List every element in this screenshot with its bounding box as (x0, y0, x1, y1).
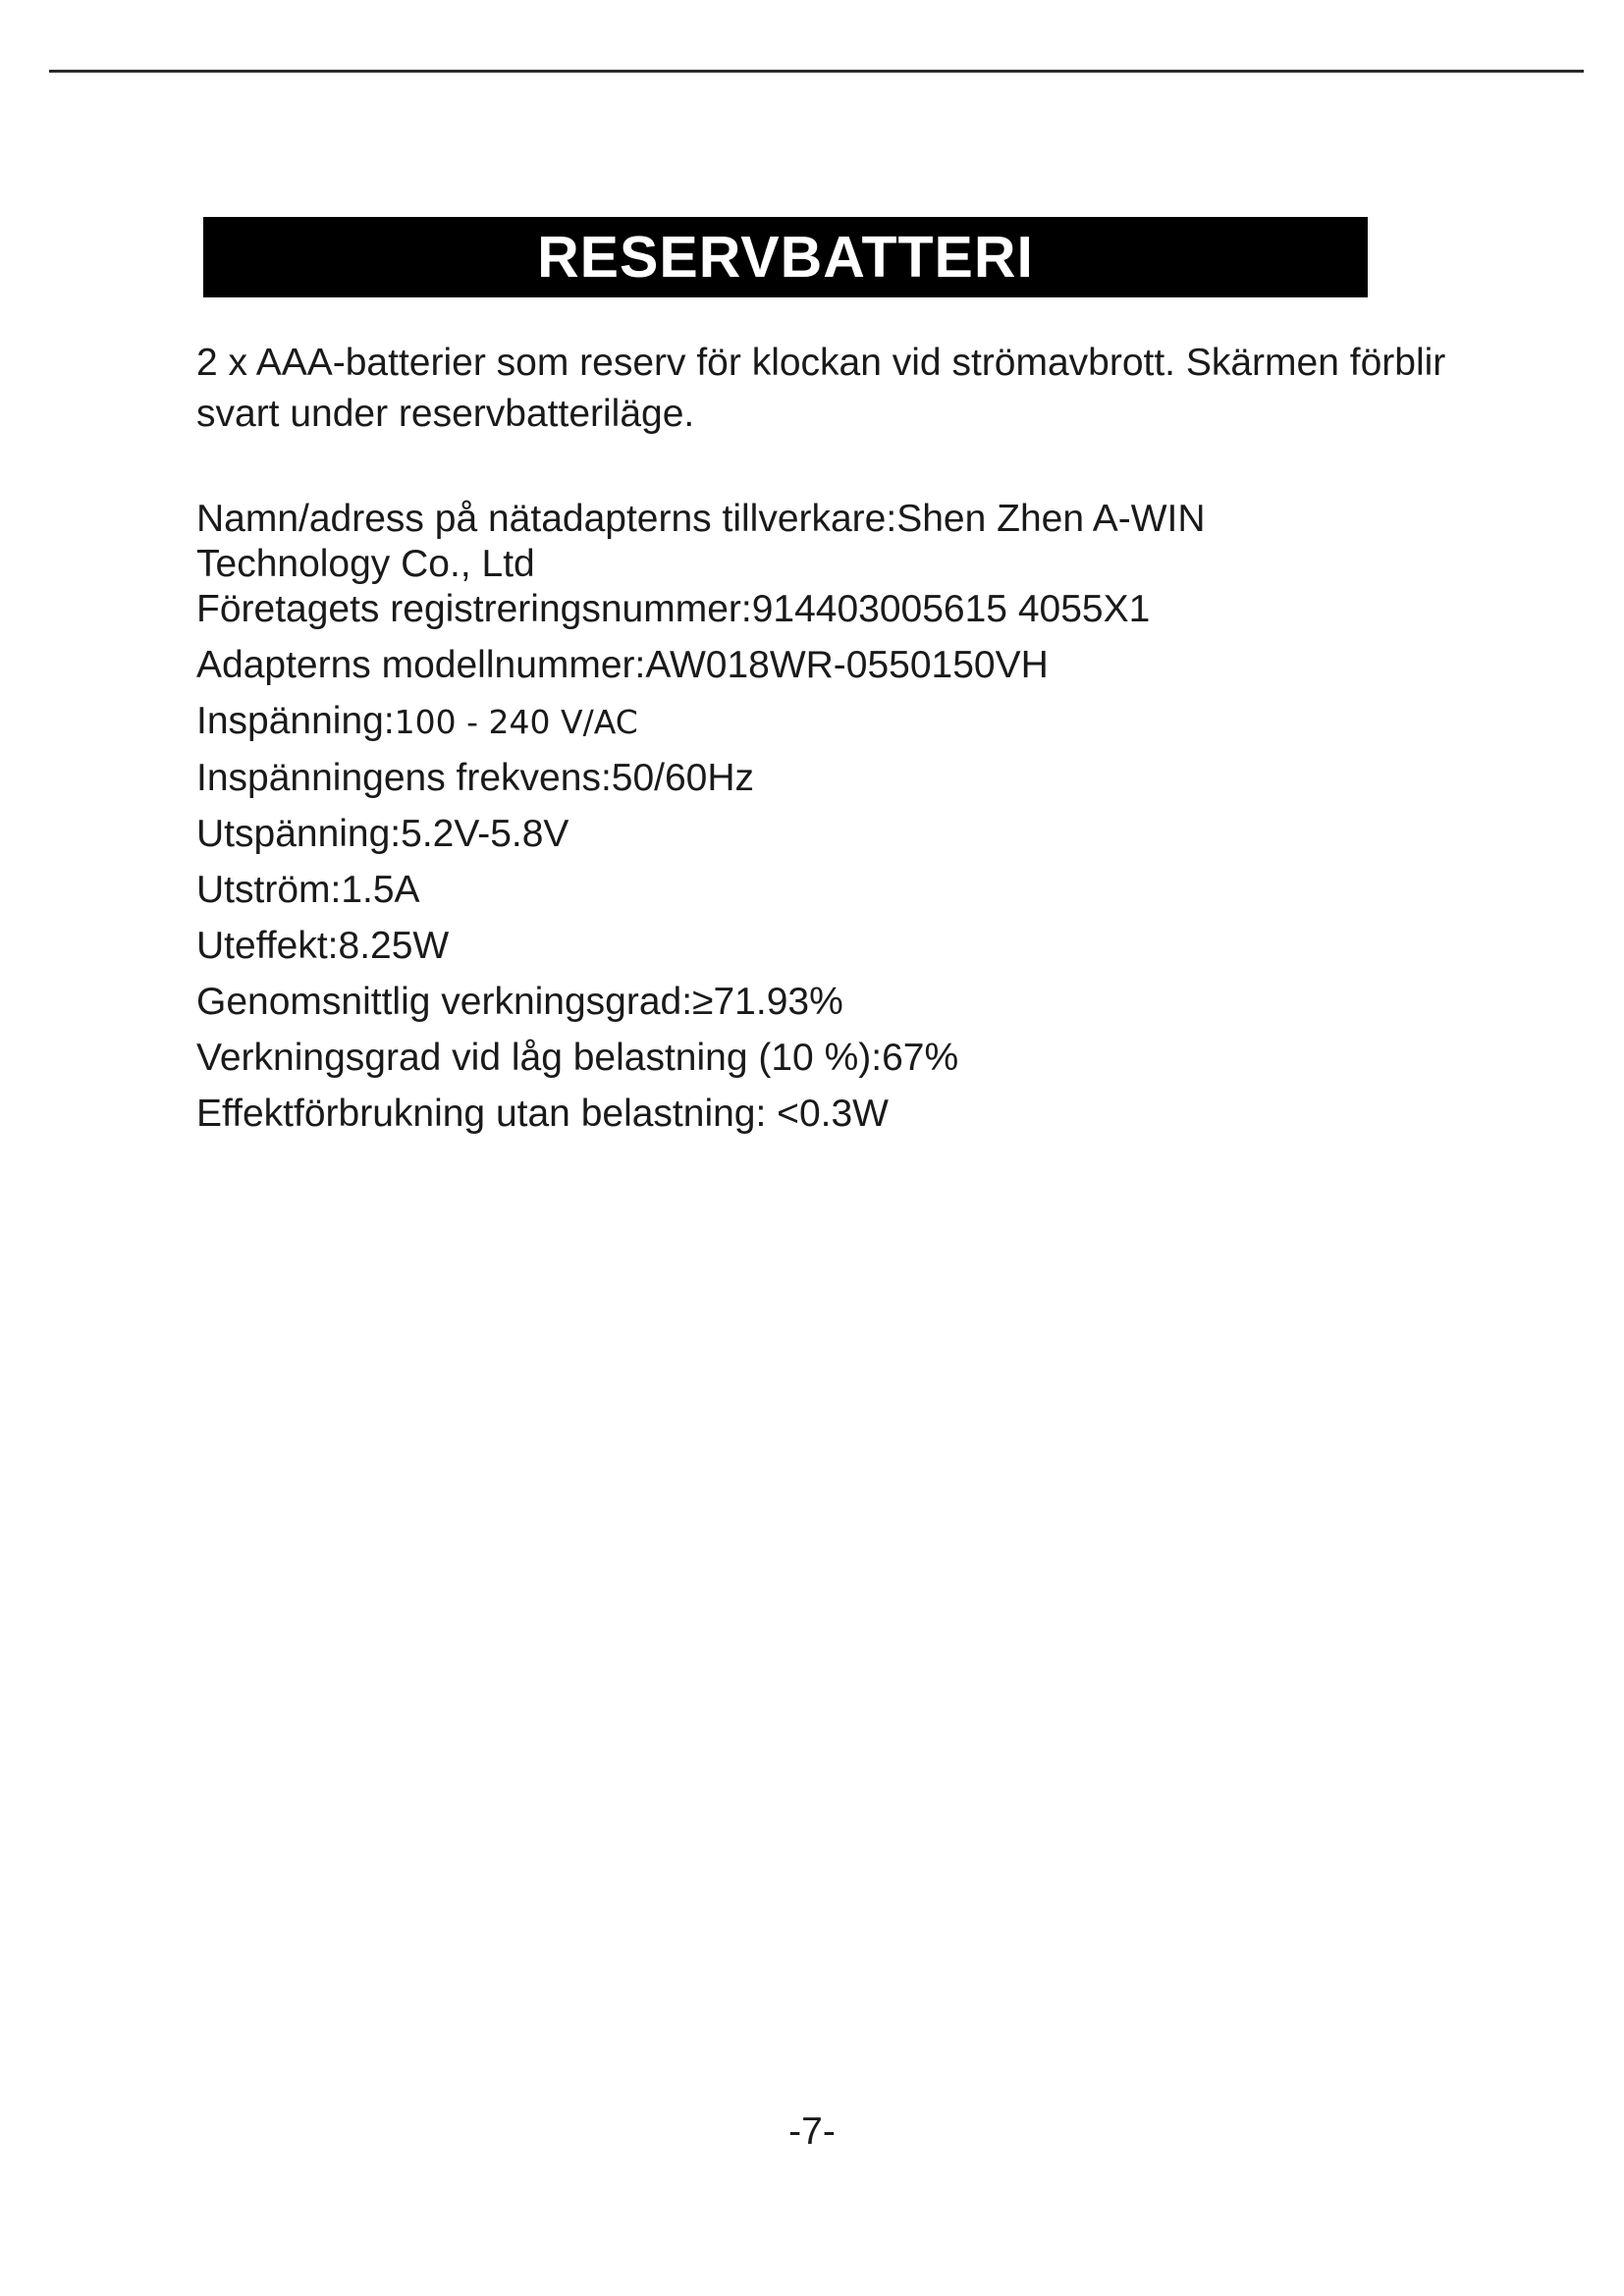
spec-average-efficiency: Genomsnittlig verkningsgrad:≥71.93% (196, 981, 843, 1023)
spec-low-load-efficiency: Verkningsgrad vid låg belastning (10 %):67% (196, 1037, 959, 1079)
spec-output-power: Uteffekt:8.25W (196, 925, 450, 967)
spec-registration-number: Företagets registreringsnummer:914403005615 4055X1 (196, 588, 1151, 630)
spec-input-frequency: Inspänningens frekvens:50/60Hz (196, 757, 755, 799)
spec-no-load-power: Effektförbrukning utan belastning: <0.3W (196, 1093, 889, 1135)
title-banner (203, 217, 1368, 297)
adapter-specifications (196, 497, 1492, 1137)
page-title: RESERVBATTERI (537, 224, 1034, 290)
spec-manufacturer-line-1: Namn/adress på nätadapterns tillverkare:Shen Zhen A-WIN (196, 498, 1206, 540)
spec-manufacturer-line-2: Technology Co., Ltd (196, 543, 535, 585)
spec-input-voltage-value: 100 - 240 V/AC (394, 703, 638, 741)
spec-output-voltage: Utspänning:5.2V-5.8V (196, 813, 569, 855)
intro-paragraph: 2 x AAA-batterier som reserv för klockan vid strömavbrott. Skärmen förblir svart under reservbatteriläge. (196, 342, 1446, 435)
top-divider (49, 70, 1584, 73)
spec-model-number: Adapterns modellnummer:AW018WR-0550150VH (196, 644, 1049, 686)
spec-input-voltage (196, 699, 1492, 745)
spec-output-current: Utström:1.5A (196, 869, 420, 911)
spec-input-voltage-label: Inspänning: (196, 700, 395, 742)
page-number: -7- (788, 2110, 836, 2153)
